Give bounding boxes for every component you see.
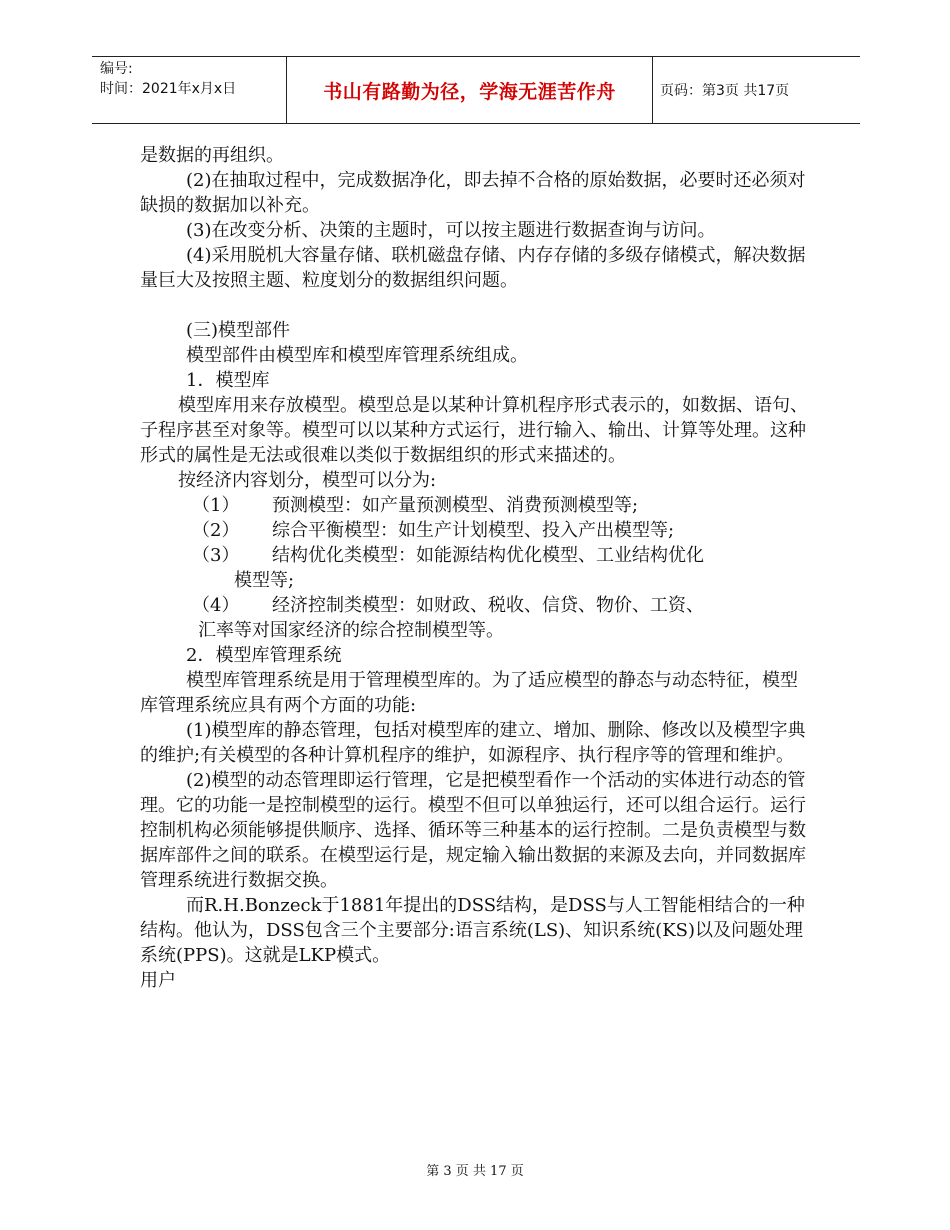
section-heading: (三)模型部件	[186, 320, 291, 341]
page-header	[92, 56, 860, 124]
paragraph: 而R.H.Bonzeck于1881年提出的DSS结构，是DSS与人工智能相结合的一种结构。他认为，DSS包含三个主要部分:语言系统(LS)、知识系统(KS)以及问题处理系统(PPS)。这就是LKP模式。	[140, 895, 805, 966]
list-item-continuation: 汇率等对国家经济的综合控制模型等。	[198, 620, 504, 641]
list-item	[140, 493, 812, 518]
spacer	[140, 293, 812, 318]
paragraph: 是数据的再组织。	[140, 145, 284, 166]
paragraph: (3)在改变分析、决策的主题时，可以按主题进行数据查询与访问。	[186, 220, 716, 241]
header-motto: 书山有路勤为径，学海无涯苦作舟	[323, 80, 616, 103]
paragraph: (2)模型的动态管理即运行管理，它是把模型看作一个活动的实体进行动态的管理。它的功能一是控制模型的运行。模型不但可以单独运行，还可以组合运行。运行控制机构必须能够提供顺序、选择、循环等三种基本的运行控制。二是负责模型与数据库部件之间的联系。在模型运行是，规定输入输出数据的来源及去向，并同数据库管理系统进行数据交换。	[140, 770, 806, 891]
paragraph: (1)模型库的静态管理，包括对模型库的建立、增加、删除、修改以及模型字典的维护;有关模型的各种计算机程序的维护，如源程序、执行程序等的管理和维护。	[140, 720, 806, 766]
subsection-heading: 1．模型库	[186, 370, 270, 391]
list-item-continuation: 模型等;	[234, 570, 295, 591]
list-item-number: （4）	[192, 595, 240, 616]
list-item	[140, 543, 812, 568]
header-page-info: 页码：第3页 共17页	[660, 83, 790, 99]
list-item-text: 综合平衡模型：如生产计划模型、投入产出模型等;	[272, 520, 675, 541]
header-divider	[652, 57, 653, 123]
paragraph: (2)在抽取过程中，完成数据净化，即去掉不合格的原始数据，必要时还必须对缺损的数据加以补充。	[140, 170, 806, 216]
list-item-number: （3）	[192, 545, 240, 566]
page-footer: 第 3 页 共 17 页	[426, 1164, 524, 1179]
list-item-number: （2）	[192, 520, 240, 541]
list-item	[140, 593, 812, 618]
paragraph: 模型库管理系统是用于管理模型库的。为了适应模型的静态与动态特征，模型库管理系统应具有两个方面的功能:	[140, 670, 798, 716]
list-item	[140, 518, 812, 543]
number-label: 编号:	[100, 61, 133, 77]
list-item-text: 结构优化类模型：如能源结构优化模型、工业结构优化	[272, 545, 704, 566]
list-item-number: （1）	[192, 495, 240, 516]
paragraph: (4)采用脱机大容量存储、联机磁盘存储、内存存储的多级存储模式，解决数据量巨大及按照主题、粒度划分的数据组织问题。	[140, 245, 806, 291]
paragraph: 按经济内容划分，模型可以分为:	[178, 470, 437, 491]
list-item-text: 预测模型：如产量预测模型、消费预测模型等;	[272, 495, 639, 516]
header-meta	[100, 59, 285, 99]
paragraph: 模型部件由模型库和模型库管理系统组成。	[186, 345, 528, 366]
paragraph: 用户	[140, 970, 176, 991]
subsection-heading: 2．模型库管理系统	[186, 645, 342, 666]
document-body	[140, 143, 812, 993]
paragraph: 模型库用来存放模型。模型总是以某种计算机程序形式表示的，如数据、语句、子程序甚至对象等。模型可以以某种方式运行，进行输入、输出、计算等处理。这种形式的属性是无法或很难以类似于数据组织的形式来描述的。	[140, 395, 808, 466]
time-label: 时间：2021年x月x日	[100, 81, 237, 97]
list-item-text: 经济控制类模型：如财政、税收、信贷、物价、工资、	[272, 595, 704, 616]
model-type-list	[140, 493, 812, 643]
